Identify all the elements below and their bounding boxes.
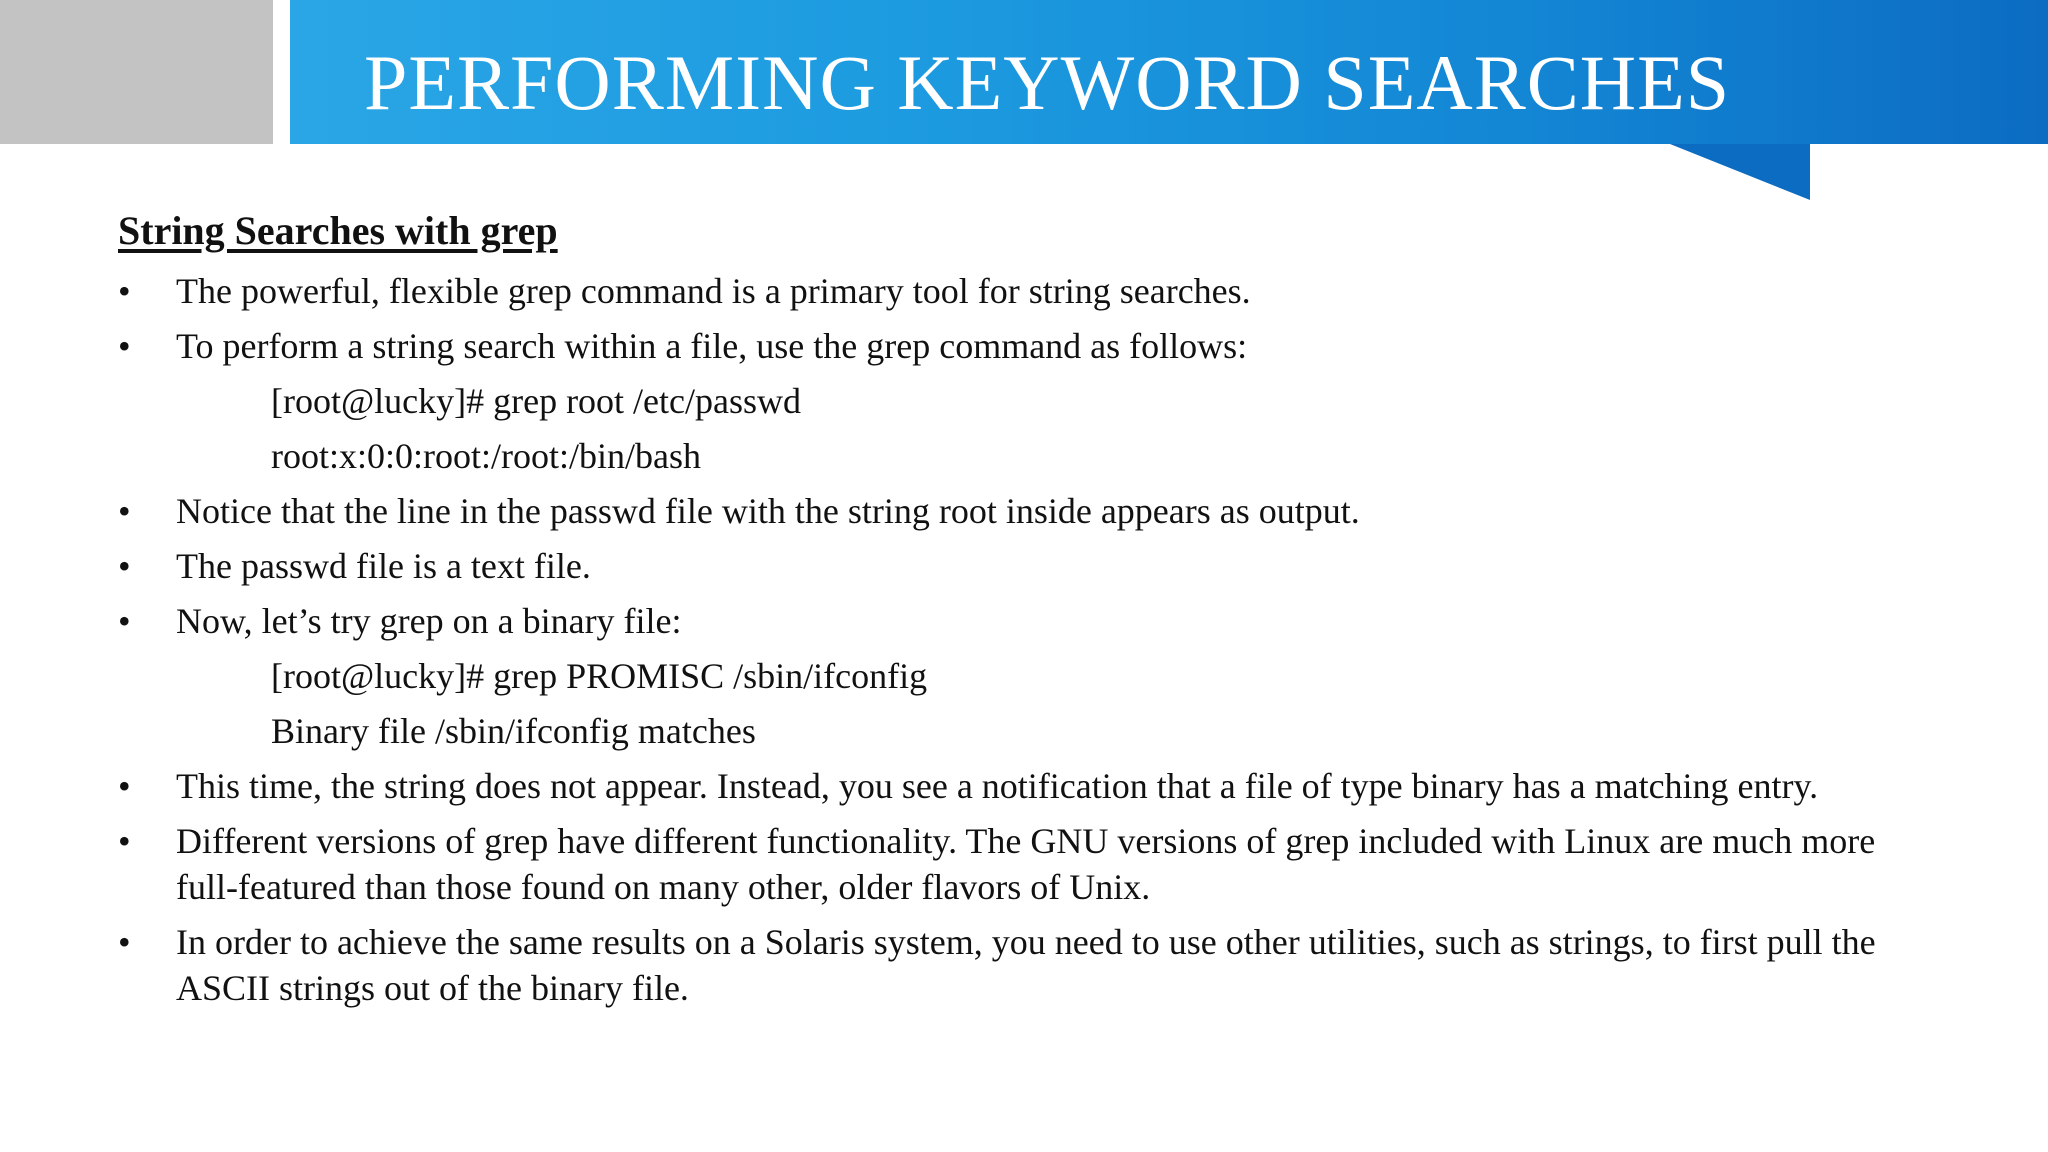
bullet-icon: •	[118, 271, 131, 311]
bullet-icon: •	[118, 326, 131, 366]
bullet-icon: •	[118, 601, 131, 641]
bullet-text: Notice that the line in the passwd file with the string root inside appears as output.	[176, 491, 1360, 531]
command-output	[118, 433, 1918, 479]
bullet-text: In order to achieve the same results on a Solaris system, you need to use other utilities, such as strings, to first pull the ASCII strings out of the binary file.	[176, 922, 1876, 1008]
bullet-icon: •	[118, 922, 131, 962]
header-banner-flap	[1670, 144, 1810, 200]
command-example	[118, 378, 1918, 424]
bullet-item	[118, 323, 1918, 369]
bullet-item	[118, 763, 1918, 809]
command-output	[118, 708, 1918, 754]
header-gray-block	[0, 0, 273, 144]
command-example	[118, 653, 1918, 699]
bullet-item	[118, 488, 1918, 534]
slide-title: PERFORMING KEYWORD SEARCHES	[364, 39, 1731, 126]
bullet-item	[118, 818, 1918, 910]
bullet-text: Different versions of grep have different functionality. The GNU versions of grep included with Linux are much more full-featured than those found on many other, older flavors of Unix.	[176, 821, 1876, 907]
output-text: Binary file /sbin/ifconfig matches	[271, 711, 756, 751]
bullet-text: The passwd file is a text file.	[176, 546, 591, 586]
bullet-icon: •	[118, 766, 131, 806]
bullet-icon: •	[118, 546, 131, 586]
output-text: root:x:0:0:root:/root:/bin/bash	[271, 436, 701, 476]
bullet-text: Now, let’s try grep on a binary file:	[176, 601, 682, 641]
slide-body	[118, 203, 1918, 1011]
bullet-item	[118, 268, 1918, 314]
bullet-item	[118, 919, 1918, 1011]
command-text: [root@lucky]# grep PROMISC /sbin/ifconfig	[271, 656, 928, 696]
bullet-item	[118, 543, 1918, 589]
bullet-icon: •	[118, 821, 131, 861]
bullet-text: The powerful, flexible grep command is a primary tool for string searches.	[176, 271, 1251, 311]
bullet-text: This time, the string does not appear. Instead, you see a notification that a file of type binary has a matching entry.	[176, 766, 1819, 806]
bullet-text: To perform a string search within a file, use the grep command as follows:	[176, 326, 1248, 366]
command-text: [root@lucky]# grep root /etc/passwd	[271, 381, 802, 421]
bullet-item	[118, 598, 1918, 644]
section-heading: String Searches with grep	[118, 208, 558, 253]
bullet-icon: •	[118, 491, 131, 531]
